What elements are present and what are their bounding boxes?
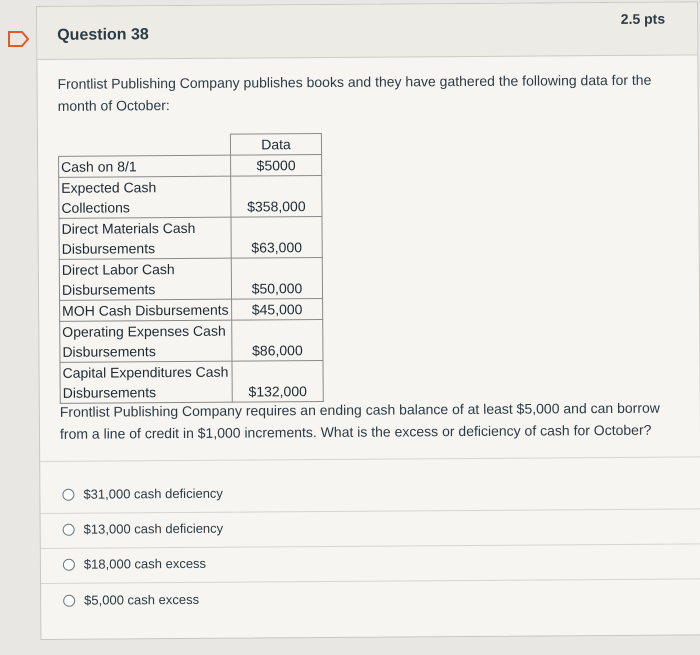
divider [41,578,700,584]
data-table [58,133,324,404]
row-label: Direct Labor Cash Disbursements [59,258,231,300]
radio-button-icon[interactable] [63,558,75,570]
flag-question-icon[interactable] [8,30,30,48]
answer-option[interactable] [63,592,199,608]
answer-label: $13,000 cash deficiency [83,520,224,537]
row-label: Direct Materials Cash Disbursements [59,217,231,259]
table-header: Data [230,134,321,156]
table-row [59,176,322,219]
row-value: $50,000 [231,258,322,300]
row-label: Cash on 8/1 [59,155,231,177]
divider [41,543,700,549]
answer-option[interactable] [62,486,223,502]
row-value: $132,000 [232,361,323,403]
radio-button-icon[interactable] [63,523,75,535]
question-intro: Frontlist Publishing Company publishes books and they have gathered the following data for the month of October: [57,71,652,114]
question-header [37,2,697,60]
table-corner [58,134,230,156]
question-card [36,1,700,640]
divider [40,456,700,462]
question-title: Question 38 [57,26,149,44]
table-header-row [58,134,321,157]
answer-label: $5,000 cash excess [84,591,200,608]
radio-button-icon[interactable] [62,488,74,500]
row-label: MOH Cash Disbursements [60,299,232,321]
row-value: $86,000 [232,320,323,362]
answer-option[interactable] [63,556,206,572]
row-value: $358,000 [231,176,322,218]
row-label: Expected Cash Collections [59,176,231,218]
question-points: 2.5 pts [620,10,666,27]
row-label: Operating Expenses Cash Disbursements [60,320,232,362]
table-row [60,299,323,322]
table-row [60,320,323,363]
answer-option[interactable] [63,521,224,537]
divider [41,508,700,514]
answer-label: $18,000 cash excess [83,555,207,572]
table-row [60,361,323,404]
radio-button-icon[interactable] [63,594,75,606]
table-row [59,155,322,178]
row-value: $63,000 [231,217,322,259]
row-value: $45,000 [232,299,323,321]
table-row [59,217,322,260]
row-value: $5000 [231,155,322,177]
row-label: Capital Expenditures Cash Disbursements [60,361,232,403]
question-prompt: Frontlist Publishing Company requires an ending cash balance of at least $5,000 and can borrow from a line of credit in $1,000 increments. What is the excess or deficiency of cash for October? [59,399,660,442]
table-row [59,258,322,301]
answer-label: $31,000 cash deficiency [83,485,223,502]
